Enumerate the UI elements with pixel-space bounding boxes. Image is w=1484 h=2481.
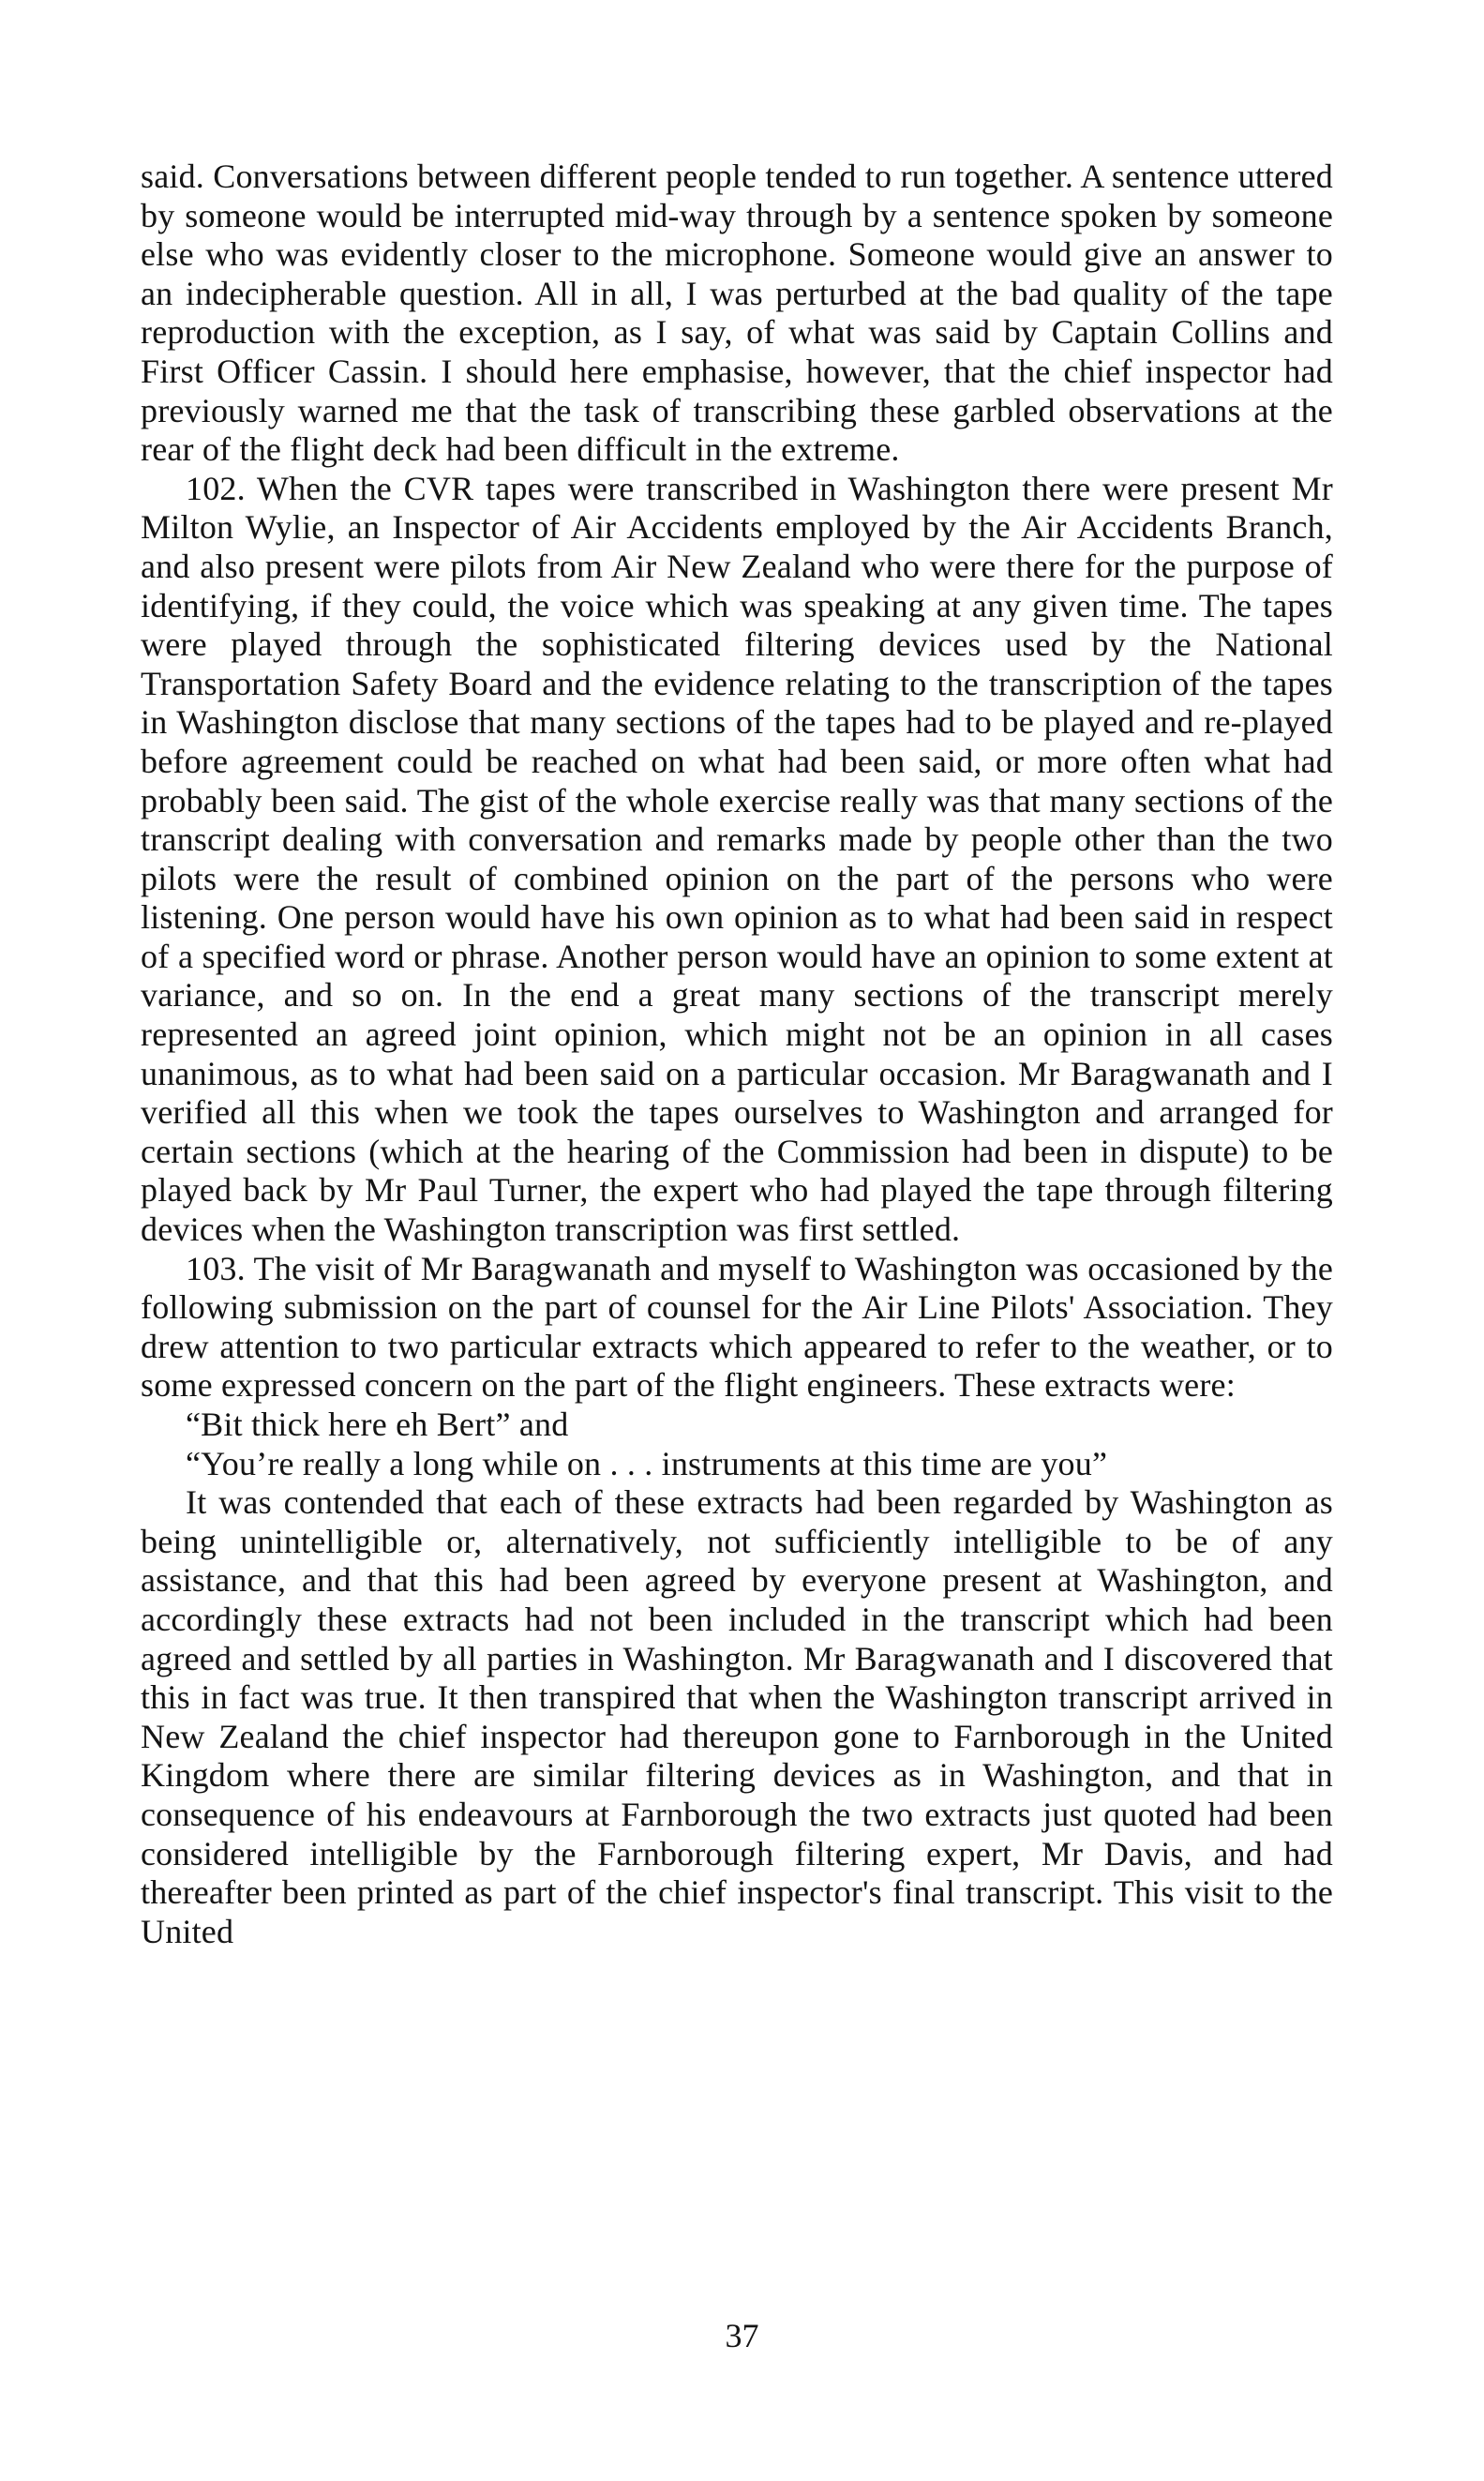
- paragraph-contention: It was contended that each of these extracts had been regarded by Washington as being unintelligible or, alternatively, not sufficiently intelligible to be of any assistance, and that this had been agreed by everyone present at Washington, and accordingly these extracts had not been included in the transcript which had been agreed and settled by all parties in Washington. Mr Baragwanath and I discovered that this in fact was true. It then transpired that when the Washington transcript arrived in New Zealand the chief inspector had thereupon gone to Farnborough in the United Kingdom where there are similar filtering devices as in Washington, and that in consequence of his endeavours at Farnborough the two extracts just quoted had been considered intelligible by the Farnborough filtering expert, Mr Davis, and had thereafter been printed as part of the chief inspector's final transcript. This visit to the United: [141, 1483, 1333, 1950]
- quote-extract-1: “Bit thick here eh Bert” and: [186, 1406, 569, 1443]
- paragraph-103: 103. The visit of Mr Baragwanath and myself to Washington was occasioned by the following submission on the part of counsel for the Air Line Pilots' Association. They drew attention to two particular extracts which appeared to refer to the weather, or to some expressed concern on the part of the flight engineers. These extracts were:: [141, 1249, 1333, 1405]
- paragraph-continuation: said. Conversations between different people tended to run together. A sentence uttered by someone would be interrupted mid-way through by a sentence spoken by someone else who was evidently closer to the microphone. Someone would give an answer to an indecipherable question. All in all, I was perturbed at the bad quality of the tape reproduction with the exception, as I say, of what was said by Captain Collins and First Officer Cassin. I should here emphasise, however, that the chief inspector had previously warned me that the task of transcribing these garbled observations at the rear of the flight deck had been difficult in the extreme.: [141, 158, 1333, 469]
- quote-extract-2: “You’re really a long while on . . . instruments at this time are you”: [186, 1444, 1108, 1482]
- paragraph-102: 102. When the CVR tapes were transcribed in Washington there were present Mr Milton Wylie, an Inspector of Air Accidents employed by the Air Accidents Branch, and also present were pilots from Air New Zealand who were there for the purpose of identifying, if they could, the voice which was speaking at any given time. The tapes were played through the sophisticated filtering devices used by the National Transportation Safety Board and the evidence relating to the transcription of the tapes in Washington disclose that many sections of the tapes had to be played and re-played before agreement could be reached on what had been said, or more often what had probably been said. The gist of the whole exercise really was that many sections of the transcript dealing with conversation and remarks made by people other than the two pilots were the result of combined opinion on the part of the persons who were listening. One person would have his own opinion as to what had been said in respect of a specified word or phrase. Another person would have an opinion to some extent at variance, and so on. In the end a great many sections of the transcript merely represented an agreed joint opinion, which might not be an opinion in all cases unanimous, as to what had been said on a particular occasion. Mr Baragwanath and I verified all this when we took the tapes ourselves to Washington and arranged for certain sections (which at the hearing of the Commission had been in dispute) to be played back by Mr Paul Turner, the expert who had played the tape through filtering devices when the Washington transcription was first settled.: [141, 469, 1333, 1249]
- body-text: [141, 158, 1333, 1951]
- page-number: 37: [725, 2317, 759, 2354]
